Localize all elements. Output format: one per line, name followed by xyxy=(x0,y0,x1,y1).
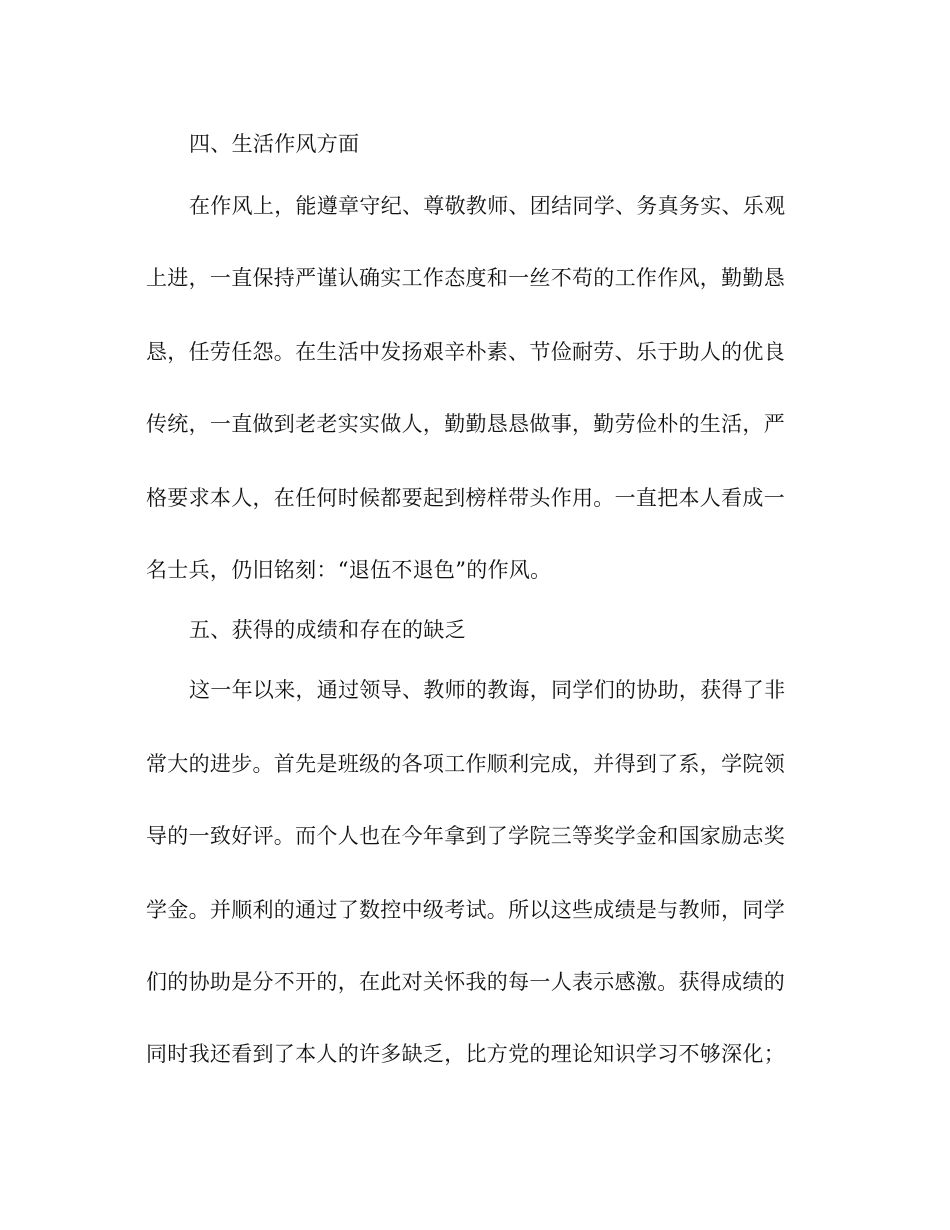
paragraph-line: 上进，一直保持严谨认确实工作态度和一丝不苟的工作作风，勤勤恳 xyxy=(146,266,785,290)
paragraph-line: 这一年以来，通过领导、教师的教诲，同学们的协助，获得了非 xyxy=(189,678,786,702)
paragraph-line: 同时我还看到了本人的许多缺乏，比方党的理论知识学习不够深化； xyxy=(146,1042,785,1066)
paragraph-line: 名士兵，仍旧铭刻：“退伍不退色”的作风。 xyxy=(146,558,552,582)
paragraph-line: 格要求本人，在任何时候都要起到榜样带头作用。一直把本人看成一 xyxy=(146,486,785,510)
paragraph-line: 恳，任劳任怨。在生活中发扬艰辛朴素、节俭耐劳、乐于助人的优良 xyxy=(146,340,785,364)
paragraph-line: 学金。并顺利的通过了数控中级考试。所以这些成绩是与教师，同学 xyxy=(146,898,785,922)
section-heading-achievements: 五、获得的成绩和存在的缺乏 xyxy=(189,618,466,642)
paragraph-line: 们的协助是分不开的，在此对关怀我的每一人表示感激。获得成绩的 xyxy=(146,970,785,994)
section-heading-lifestyle: 四、生活作风方面 xyxy=(189,132,360,156)
paragraph-line: 常大的进步。首先是班级的各项工作顺利完成，并得到了系，学院领 xyxy=(146,752,785,776)
paragraph-line: 传统，一直做到老老实实做人，勤勤恳恳做事，勤劳俭朴的生活，严 xyxy=(146,412,785,436)
paragraph-line: 在作风上，能遵章守纪、尊敬教师、团结同学、务真务实、乐观 xyxy=(189,194,786,218)
paragraph-line: 导的一致好评。而个人也在今年拿到了学院三等奖学金和国家励志奖 xyxy=(146,824,785,848)
